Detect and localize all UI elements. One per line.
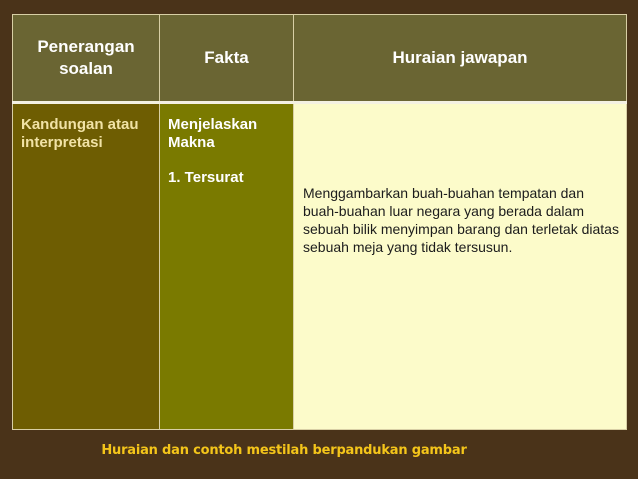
header-penerangan-soalan: Penerangan soalan	[13, 15, 160, 103]
header-fakta: Fakta	[160, 15, 294, 103]
table-row	[13, 103, 627, 430]
cell-text-huraian: Menggambarkan buah-buahan tempatan dan buah-buahan luar negara yang berada dalam sebuah bilik menyimpan barang dan terletak diatas sebuah meja yang tidak tersusun.	[303, 185, 619, 255]
header-huraian-jawapan: Huraian jawapan	[294, 15, 627, 103]
content-table	[12, 14, 627, 430]
cell-penerangan-soalan	[13, 103, 160, 430]
caption-text: Huraian dan contoh mestilah berpandukan gambar	[101, 443, 467, 458]
cell-huraian-jawapan	[294, 103, 627, 430]
footer-caption	[0, 443, 638, 458]
cell-fakta	[160, 103, 294, 430]
header-row	[13, 15, 627, 103]
cell-text-menjelaskan-makna: Menjelaskan Makna	[168, 116, 258, 151]
cell-text-kandungan: Kandungan atau interpretasi	[21, 116, 139, 151]
cell-text-tersurat: 1. Tersurat	[168, 169, 244, 186]
